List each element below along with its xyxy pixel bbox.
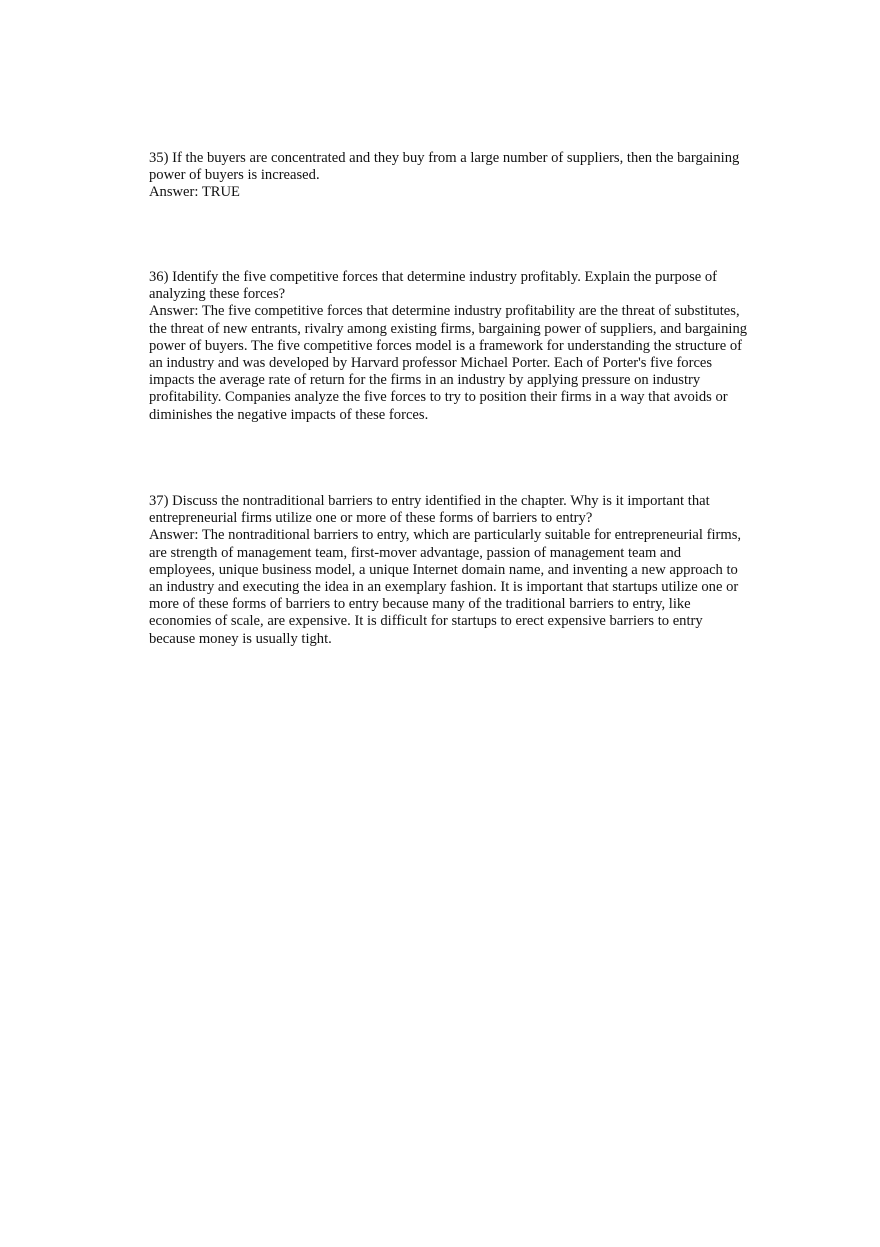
answer-text: Answer: The five competitive forces that determine industry profitability are the threat of substitutes, the threat of new entrants, rivalry among existing firms, bargaining power of suppliers, and bargaining power of buyers. The five competitive forces model is a framework for understanding the structure of an industry and was developed by Harvard professor Michael Porter. Each of Porter's five forces impacts the average rate of return for the firms in an industry by applying pressure on industry profitability. Companies analyze the five forces to try to position their firms in a way that avoids or diminishes the negative impacts of these forces.: [149, 303, 748, 423]
question-block-35: [149, 150, 749, 202]
answer-text: Answer: The nontraditional barriers to entry, which are particularly suitable for entrepreneurial firms, are strength of management team, first-mover advantage, passion of management team and employees, unique business model, a unique Internet domain name, and inventing a new approach to an industry and executing the idea in an exemplary fashion. It is important that startups utilize one or more of these forms of barriers to entry because many of the traditional barriers to entry, like economies of scale, are expensive. It is difficult for startups to erect expensive barriers to entry because money is usually tight.: [149, 527, 742, 647]
question-text: 35) If the buyers are concentrated and they buy from a large number of suppliers, then the bargaining power of buyers is increased.: [149, 150, 740, 184]
question-block-37: [149, 493, 749, 648]
question-text: 36) Identify the five competitive forces that determine industry profitably. Explain the purpose of analyzing these forces?: [149, 269, 718, 303]
question-text: 37) Discuss the nontraditional barriers to entry identified in the chapter. Why is it important that entrepreneurial firms utilize one or more of these forms of barriers to entry?: [149, 493, 710, 527]
answer-text: Answer: TRUE: [149, 184, 240, 201]
question-block-36: [149, 269, 749, 424]
